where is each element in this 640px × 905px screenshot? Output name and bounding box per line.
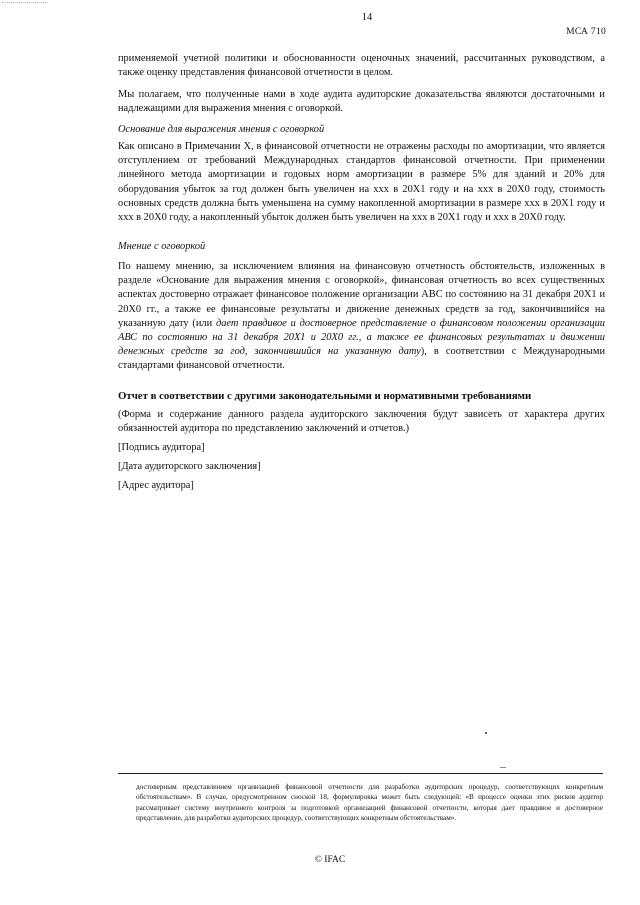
footnote-text: достоверным представлением организацией финансовой отчетности для разработки аудиторских процедур, соответствующих конкретным обстоятельствам». В случае, предусмотренном сноской 18, формулировка может быть следующей: «В процессе оценки этих рисков аудитор рассматривает систему внутреннего контроля за подготовкой организацией финансовой отчетности, которая дает правдивое и достоверное представление, для разработки аудиторских процедур, соответствующих конкретным обстоятельствам». — [136, 783, 603, 822]
report-date: [Дата аудиторского заключения] — [118, 461, 261, 472]
scan-dot — [485, 732, 487, 734]
paragraph-sufficient-evidence: Мы полагаем, что полученные нами в ходе аудита аудиторские доказательства являются достаточными и надлежащими для выражения мнения с оговоркой. — [118, 89, 605, 115]
other-requirements-paragraph: (Форма и содержание данного раздела аудиторского заключения будут зависеть от характера других обязанностей аудитора по представлению заключений и отчетов.) — [118, 409, 605, 435]
basis-heading: Основание для выражения мнения с оговоркой — [118, 124, 325, 135]
basis-paragraph: Как описано в Примечании Х, в финансовой отчетности не отражены расходы по амортизации, что является отступлением от требований Международных стандартов финансовой отчетности. При применении линейного метода амортизации и годовых норм амортизации в размере 5% для зданий и 20% для оборудования убыток за год должен быть увеличен на ххх в 20Х1 году и на ххх в 20Х0 году, стоимость основных средств должна быть уменьшена на сумму накопленной амортизации в размере ххх в 20Х1 году и ххх в 20Х0 году, а накопленный убыток должен быть увеличен на ххх в 20Х1 году и ххх в 20Х0 году. — [118, 141, 605, 224]
scan-tick — [500, 767, 506, 768]
other-requirements-heading: Отчет в соответствии с другими законодательными и нормативными требованиями — [118, 390, 532, 402]
opinion-alternative-wording: дает правдивое и достоверное представление о финансовом положении организации АВС по состоянию на 31 декабря 20Х1 и 20Х0 гг., а также ее финансовых результатах и движении денежных средств за год, закончившийся на указанную дату — [118, 317, 605, 358]
document-code: МСА 710 — [566, 27, 606, 37]
auditor-address: [Адрес аудитора] — [118, 480, 194, 491]
opinion-paragraph: По нашему мнению, за исключением влияния на финансовую отчетность обстоятельств, изложенных в разделе «Основание для выражения мнения с оговоркой», финансовая отчетность во всех существенных аспектах достоверно отражает финансовое положение организации АВС по состоянию на 31 декабря 20Х1 и 20Х0 гг., а также ее финансовые результаты и движение денежных средств за год, закончившийся на указанную дату (или дает правдивое и достоверное представление о финансовом положении организации АВС по состоянию на 31 декабря 20Х1 и 20Х0 гг., а также ее финансовых результатах и движении денежных средств за год, закончившийся на указанную дату), в соответствии с Международными стандартами финансовой отчетности. — [118, 261, 605, 372]
auditor-signature: [Подпись аудитора] — [118, 442, 205, 453]
scan-artifact — [2, 2, 48, 3]
page-number: 14 — [361, 12, 373, 23]
footnote-divider — [118, 773, 603, 774]
paragraph-audit-procedures: применяемой учетной политики и обоснованности оценочных значений, рассчитанных руководством, а также оценку представления финансовой отчетности в целом. — [118, 53, 605, 79]
opinion-heading: Мнение с оговоркой — [118, 241, 206, 252]
copyright-footer: © IFAC — [314, 855, 346, 865]
